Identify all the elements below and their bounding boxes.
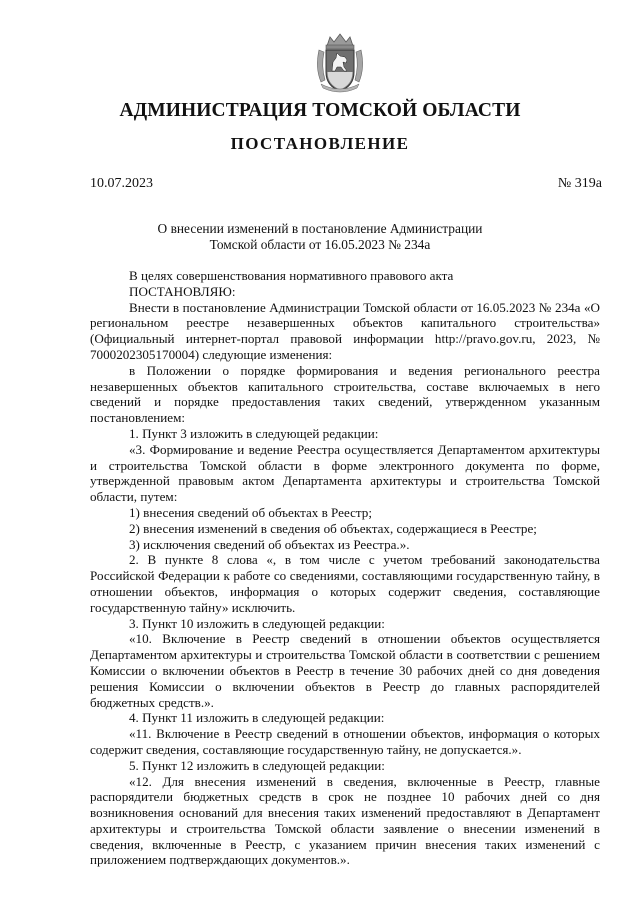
- title-line: Томской области от 16.05.2023 № 234а: [209, 237, 431, 252]
- title-line: О внесении изменений в постановление Администрации: [157, 221, 483, 236]
- body-paragraph: 1. Пункт 3 изложить в следующей редакции:: [129, 425, 379, 441]
- body-paragraph: ПОСТАНОВЛЯЮ:: [129, 283, 236, 299]
- document-type: ПОСТАНОВЛЕНИЕ: [230, 134, 410, 153]
- body-paragraph: «12. Для внесения изменений в сведения, включенные в Реестр, главные распорядители бюджетных средств в срок не позднее 10 рабочих дней со дня возникновения оснований для внесения таких изменений предоставляют в Департамент архитектуры и строительства Томской области заявление о внесении изменений в сведения, включенные в Реестр, с указанием причин внесения таких изменений с приложением подтверждающих документов.».: [90, 773, 600, 868]
- body-paragraph: Внести в постановление Администрации Томской области от 16.05.2023 № 234а «О региональном реестре незавершенных объектов капитального строительства» (Официальный интернет-портал правовой информации http://pravo.gov.ru, 2023, № 7000202305170004) следующие изменения:: [90, 299, 600, 362]
- document-title: [0, 221, 640, 253]
- body-paragraph: «3. Формирование и ведение Реестра осуществляется Департаментом архитектуры и строительства Томской области в форме электронного документа по форме, утвержденной правовым актом Департамента архитектуры и строительства Томской области, путем:: [90, 441, 600, 505]
- document-date: 10.07.2023: [90, 176, 153, 191]
- tomsk-coat-of-arms-icon: [313, 32, 367, 94]
- body-paragraph: в Положении о порядке формирования и ведения регионального реестра незавершенных объектов капитального строительства, составе включаемых в него сведений и порядке предоставления таких сведений, утвержденном указанным постановлением:: [90, 362, 600, 426]
- body-paragraph: 3. Пункт 10 изложить в следующей редакции:: [129, 615, 385, 631]
- body-paragraph: 3) исключения сведений об объектах из Реестра.».: [129, 536, 410, 552]
- body-paragraph: 4. Пункт 11 изложить в следующей редакции:: [129, 710, 385, 726]
- organization-name: АДМИНИСТРАЦИЯ ТОМСКОЙ ОБЛАСТИ: [119, 100, 521, 121]
- body-paragraph: «11. Включение в Реестр сведений в отношении объектов, информация о которых содержит сведения, составляющие государственную тайну, не допускается.».: [90, 726, 600, 757]
- document-number: № 319а: [557, 176, 602, 191]
- body-paragraph: 2. В пункте 8 слова «, в том числе с учетом требований законодательства Российской Федерации к работе со сведениями, составляющими государственную тайну, в отношении объектов, информация о которых содержит сведения, составляющие государственную тайну» исключить.: [90, 552, 600, 615]
- body-paragraph: В целях совершенствования нормативного правового акта: [129, 268, 454, 283]
- body-paragraph: 5. Пункт 12 изложить в следующей редакции:: [129, 757, 385, 773]
- document-body: [90, 268, 600, 868]
- body-paragraph: «10. Включение в Реестр сведений в отношении объектов осуществляется Департаментом архитектуры и строительства Томской области в соответствии с решением Комиссии о включении объектов в Реестр в течение 30 рабочих дней со дня доведения решения Комиссии о включении объектов в Реестр до главных распорядителей бюджетных средств.».: [90, 631, 600, 710]
- body-paragraph: 2) внесения изменений в сведения об объектах, содержащиеся в Реестре;: [129, 520, 537, 536]
- body-paragraph: 1) внесения сведений об объектах в Реестр;: [129, 504, 372, 520]
